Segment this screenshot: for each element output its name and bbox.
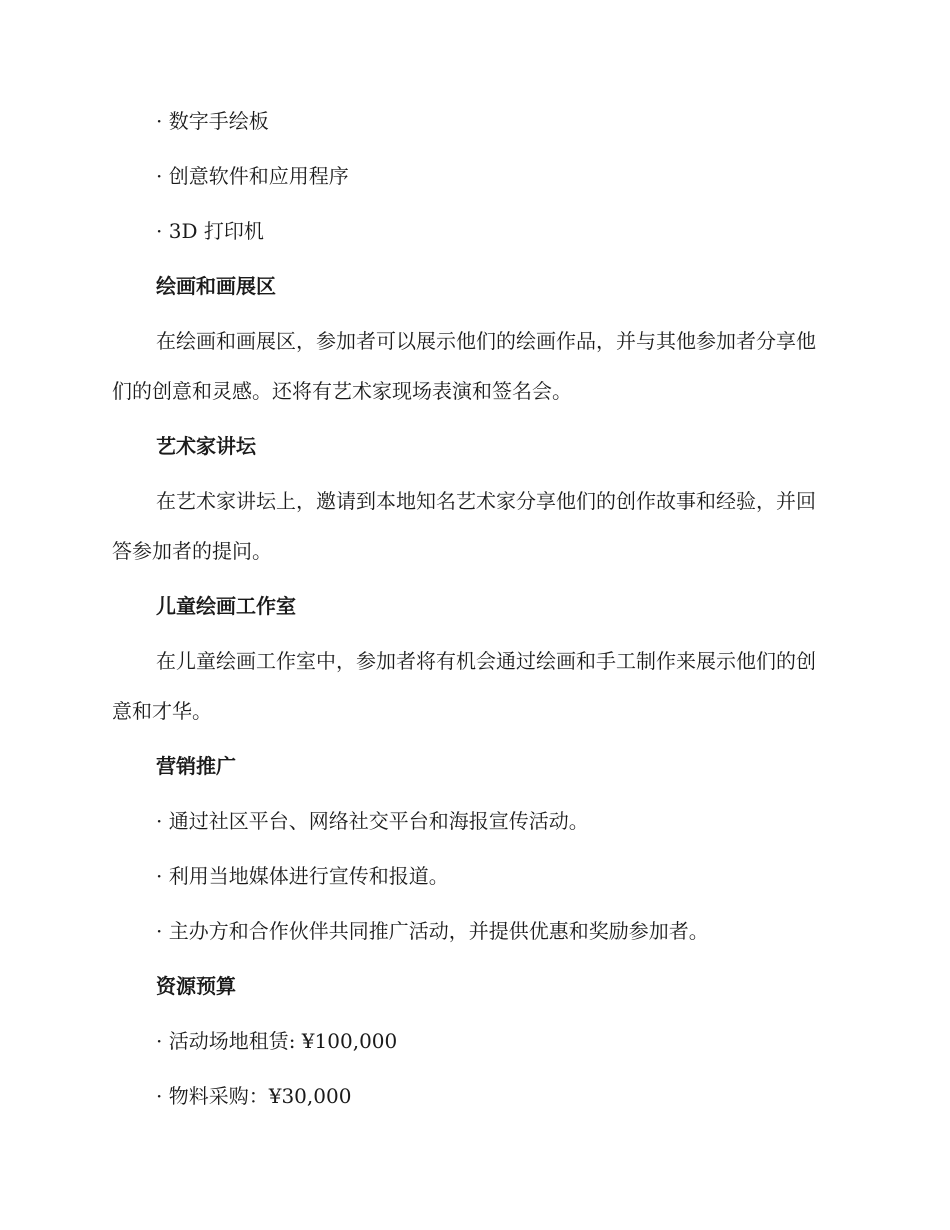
- paragraph: 在艺术家讲坛上，邀请到本地知名艺术家分享他们的创作故事和经验，并回答参加者的提问。: [112, 489, 816, 563]
- section-heading: 艺术家讲坛: [156, 434, 256, 458]
- paragraph: 在绘画和画展区，参加者可以展示他们的绘画作品，并与其他参加者分享他们的创意和灵感。还将有艺术家现场表演和签名会。: [112, 329, 816, 403]
- list-item: · 创意软件和应用程序: [156, 164, 349, 188]
- list-item: · 主办方和合作伙伴共同推广活动，并提供优惠和奖励参加者。: [156, 919, 709, 943]
- list-item: · 活动场地租赁: ¥100,000: [156, 1029, 398, 1053]
- list-item: · 通过社区平台、网络社交平台和海报宣传活动。: [156, 809, 589, 833]
- section-heading: 营销推广: [156, 754, 236, 778]
- list-item: · 物料采购：¥30,000: [156, 1084, 352, 1108]
- section-heading: 资源预算: [156, 974, 236, 998]
- section-heading: 绘画和画展区: [156, 274, 276, 298]
- list-item: · 3D 打印机: [156, 219, 264, 243]
- paragraph: 在儿童绘画工作室中，参加者将有机会通过绘画和手工制作来展示他们的创意和才华。: [112, 649, 816, 723]
- list-item: · 数字手绘板: [156, 109, 269, 133]
- list-item: · 利用当地媒体进行宣传和报道。: [156, 864, 449, 888]
- section-heading: 儿童绘画工作室: [156, 594, 296, 618]
